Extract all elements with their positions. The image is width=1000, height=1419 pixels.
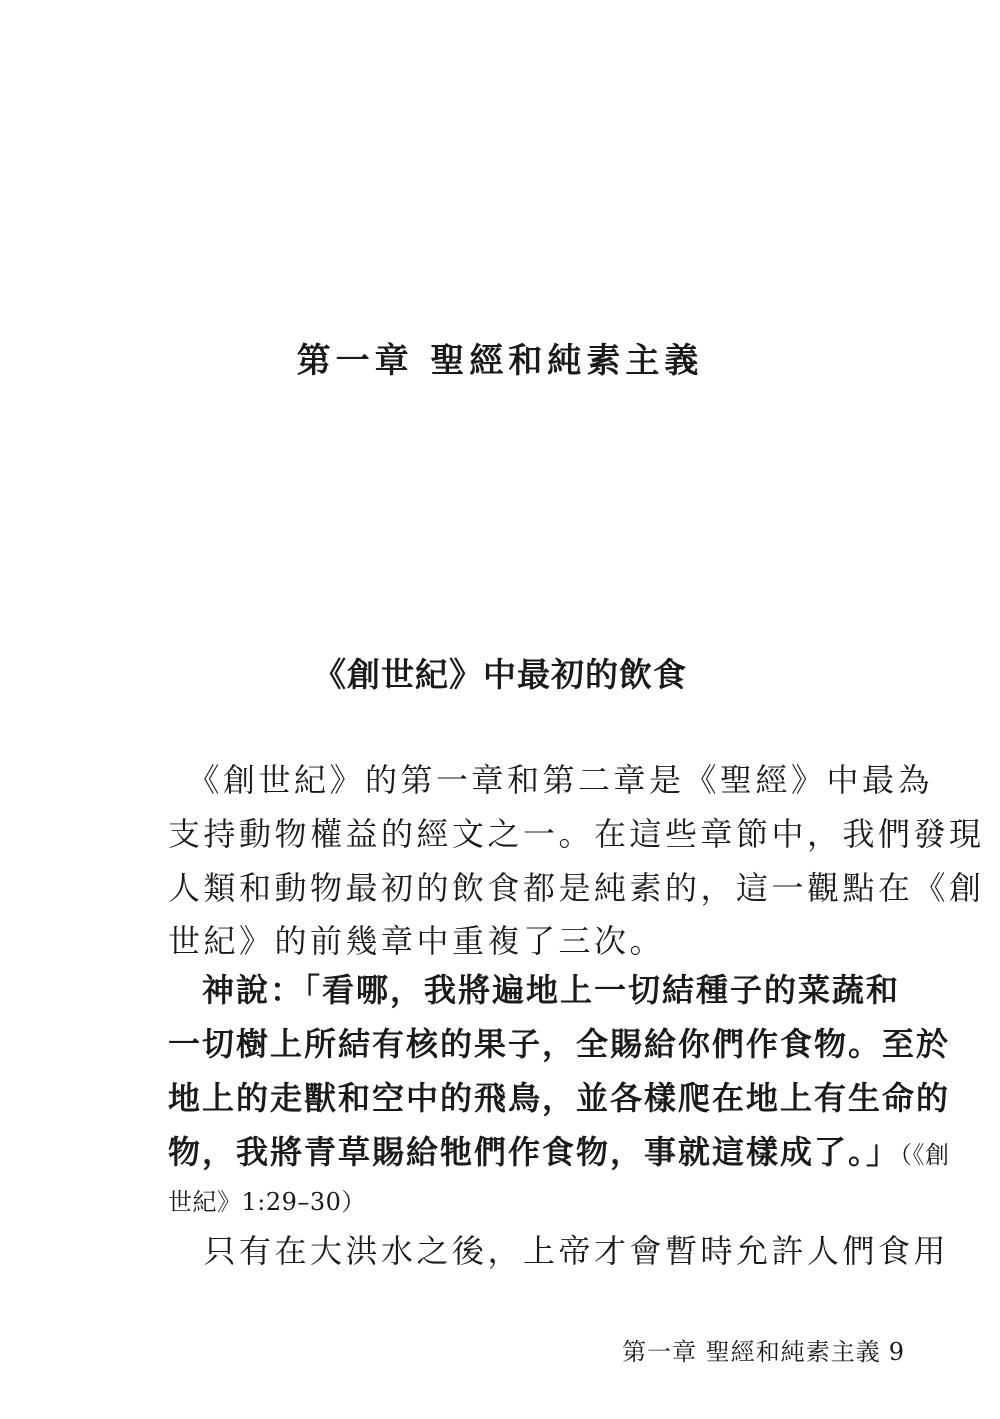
paragraph-line: 世紀》的前幾章中重複了三次。	[168, 922, 666, 960]
paragraph-line: 只有在大洪水之後，上帝才會暫時允許人們食用	[168, 1232, 950, 1270]
quote-line: 一切樹上所結有核的果子，全賜給你們作食物。至於	[168, 1025, 951, 1063]
quote-line: 地上的走獸和空中的飛鳥，並各樣爬在地上有生命的	[168, 1079, 951, 1117]
paragraph-line: 人類和動物最初的飲食都是純素的，這一觀點在《創	[168, 869, 985, 907]
citation-end: 世紀》1:29–30）	[168, 1188, 366, 1216]
section-title: 《創世紀》中最初的飲食	[313, 655, 687, 694]
quote-text: 物，我將青草賜給牠們作食物，事就這樣成了。」	[168, 1133, 901, 1171]
running-head: 第一章 聖經和純素主義	[622, 1338, 881, 1366]
page-number: 9	[888, 1338, 905, 1366]
page-footer	[622, 1334, 905, 1370]
paragraph-line: 支持動物權益的經文之一。在這些章節中，我們發現	[168, 815, 985, 853]
quote-line	[168, 1129, 950, 1175]
quote-line: 神說：「看哪，我將遍地上一切結種子的菜蔬和	[168, 971, 901, 1009]
chapter-title: 第一章 聖經和純素主義	[296, 341, 704, 381]
paragraph-line: 《創世紀》的第一章和第二章是《聖經》中最為	[168, 761, 934, 799]
citation-start: （《創	[900, 1141, 950, 1169]
